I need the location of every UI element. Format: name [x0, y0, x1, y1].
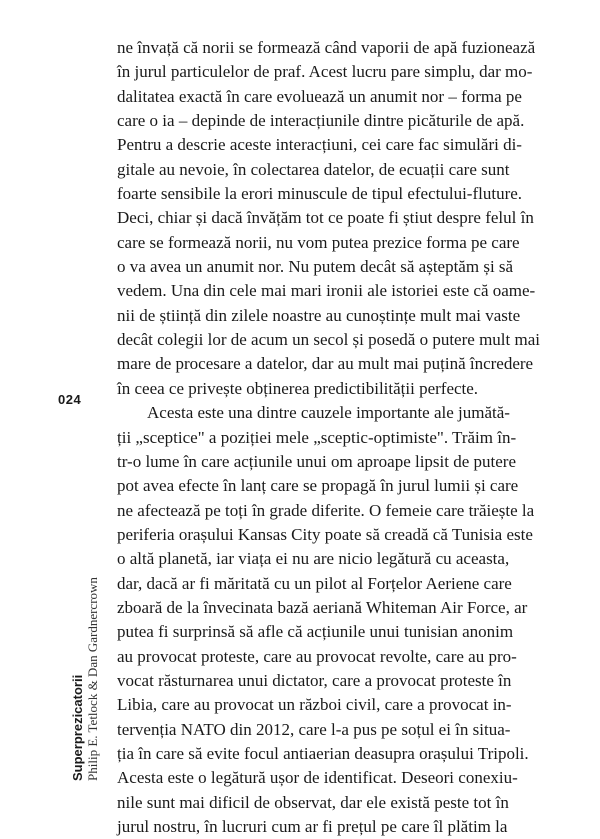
text-line: ne afectează pe toți în grade diferite. O femeie care trăiește la [117, 500, 535, 520]
text-line: periferia orașului Kansas City poate să creadă că Tunisia este [117, 524, 533, 544]
book-title: Superprezicatorii [70, 674, 85, 781]
text-line: nii de știință din zilele noastre au cunoștințe mult mai vaste [117, 305, 521, 325]
text-line: pot avea efecte în lanț care se propagă în jurul lumii și care [117, 476, 519, 496]
text-line: în jurul particulelor de praf. Acest lucru pare simplu, dar mo- [117, 62, 533, 82]
body-text [117, 36, 540, 839]
text-line: jurul nostru, în lucruri cum ar fi prețul pe care îl plătim la [117, 817, 508, 836]
text-line: putea fi surprinsă să afle că acțiunile unui tunisian anonim [117, 622, 514, 642]
running-footer [70, 577, 100, 781]
text-line: foarte sensibile la erori minuscule de tipul efectului-fluture. [117, 184, 523, 204]
text-line: gitale au nevoie, în colectarea datelor, de ecuații care sunt [117, 159, 510, 179]
text-line: Pentru a descrie aceste interacțiuni, cei care fac simulări di- [117, 135, 522, 155]
book-authors: Philip E. Tetlock & Dan Gardnercrown [85, 577, 100, 781]
text-line: o altă planetă, iar viața ei nu are nicio legătură cu aceasta, [117, 549, 510, 569]
text-line: ne învață că norii se formează când vaporii de apă fuzionează [117, 38, 536, 57]
text-line: care o ia – depinde de interacțiunile dintre picăturile de apă. [117, 111, 525, 131]
text-line: dalitatea exactă în care evoluează un anumit nor – forma pe [117, 86, 522, 106]
text-line: Acesta este o legătură ușor de identificat. Deseori conexiu- [117, 768, 518, 788]
text-line: au provocat proteste, care au provocat revolte, care au pro- [117, 646, 517, 666]
text-line: Libia, care au provocat un război civil, care a provocat in- [117, 695, 512, 715]
paragraph-last-line: în ceea ce privește obținerea predictibilității perfecte. [117, 378, 479, 398]
text-line: nile sunt mai dificil de observat, dar ele există peste tot în [117, 792, 509, 812]
text-line: vocat răsturnarea unui dictator, care a provocat proteste în [117, 670, 512, 690]
text-line: vedem. Una din cele mai mari ironii ale istoriei este că oame- [117, 281, 536, 301]
text-line: mare de procesare a datelor, dar au mult mai puțină încredere [117, 354, 534, 374]
paragraph-first-line: Acesta este una dintre cauzele importante ale jumătă- [147, 403, 510, 423]
text-line: o va avea un anumit nor. Nu putem decât să așteptăm și să [117, 257, 514, 277]
text-line: tr-o lume în care acțiunile unui om aproape lipsit de putere [117, 451, 517, 471]
text-line: dar, dacă ar fi măritată cu un pilot al Forțelor Aeriene care [117, 573, 512, 593]
text-line: Deci, chiar și dacă învățăm tot ce poate fi știut despre felul în [117, 208, 534, 228]
text-line: care se formează norii, nu vom putea prezice forma pe care [117, 232, 520, 252]
text-line: ția în care să evite focul antiaerian deasupra orașului Tripoli. [117, 743, 529, 763]
text-line: zboară de la învecinata bază aeriană Whiteman Air Force, ar [117, 597, 528, 617]
text-line: ții „sceptice" a poziției mele „sceptic-optimiste". Trăim în- [117, 427, 517, 447]
text-line: tervenția NATO din 2012, care l-a pus pe soțul ei în situa- [117, 719, 511, 739]
text-line: decât colegii lor de acum un secol și posedă o putere mult mai [117, 330, 540, 350]
page-number: 024 [58, 392, 82, 407]
